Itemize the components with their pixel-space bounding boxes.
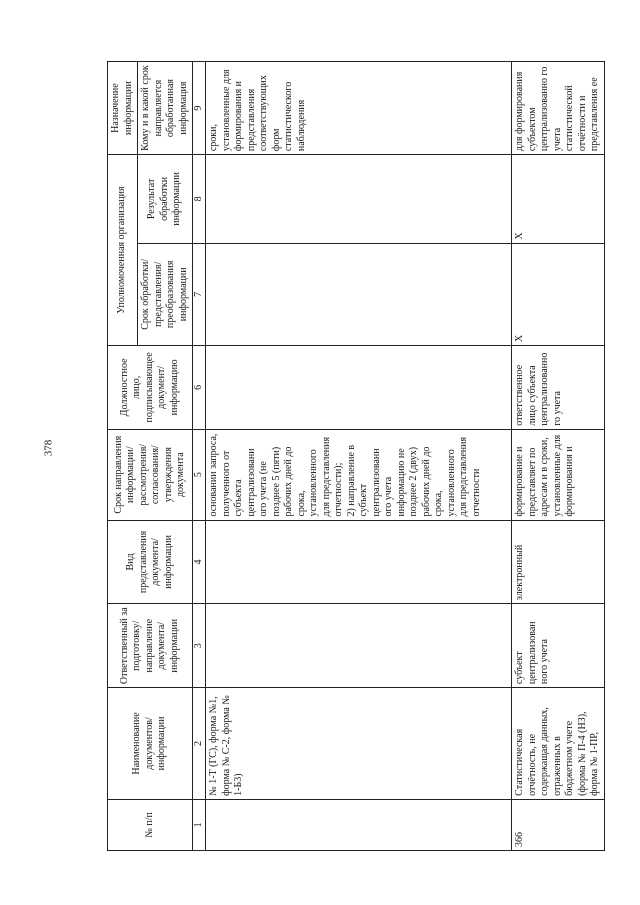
table-row bbox=[206, 62, 512, 851]
column-number: 4 bbox=[193, 520, 206, 604]
deadline: формирование и представляет по адресам и в сроки, установленные для формирования и bbox=[512, 429, 605, 520]
header-responsible: Ответственный за подготовку/ направление документа/ информации bbox=[108, 604, 193, 688]
responsible bbox=[206, 604, 512, 688]
column-numbers-row bbox=[193, 62, 206, 851]
header-recipient: Кому и в какой срок направляется обработанная информация bbox=[138, 62, 193, 155]
column-number: 8 bbox=[193, 155, 206, 243]
document-name: № 1-Т (ГС), форма №1, форма № С-2, форма № 1-Б3) bbox=[206, 688, 512, 800]
column-number: 3 bbox=[193, 604, 206, 688]
processing-result: Х bbox=[512, 155, 605, 243]
recipient: сроки, установленные для формирования и представления соответствующих форм статистического наблюдения bbox=[206, 62, 512, 155]
presentation-type: электронный bbox=[512, 520, 605, 604]
column-number: 1 bbox=[193, 799, 206, 850]
header-authorized-organization: Уполномоченная организация bbox=[108, 155, 138, 346]
processing-deadline: Х bbox=[512, 243, 605, 345]
column-number: 5 bbox=[193, 429, 206, 520]
header-row-1 bbox=[108, 62, 138, 851]
row-number: 366 bbox=[512, 799, 605, 850]
document-name: Статистическая отчётность, не содержащая данных, отраженных в бюджетном учете (форма № П-4 (НЗ), форма № 1-ПР, bbox=[512, 688, 605, 800]
presentation-type bbox=[206, 520, 512, 604]
rotated-table-container bbox=[107, 61, 600, 851]
header-deadline: Срок направления информации/ рассмотрения/ согласования/ утверждения документа bbox=[108, 429, 193, 520]
column-number: 9 bbox=[193, 62, 206, 155]
table-row bbox=[512, 62, 605, 851]
header-processing-deadline: Срок обработки/ представления/ преобразования информации bbox=[138, 243, 193, 345]
header-official: Должностное лицо, подписывающее документ/ информацию bbox=[108, 346, 193, 430]
deadline: основании запроса, полученного от субъекта централизовани ого учета (не позднее 5 (пяти) рабочих дней до срока, установленного для представления отчетности); 2) направление в субъект централизованн ого учета информацию не позднее 2 (двух) рабочих дней до срока, установленного для представления отчетности bbox=[206, 429, 512, 520]
responsible: субъект централизован ного учета bbox=[512, 604, 605, 688]
official: ответственное лицо субъекта централизованно го учета bbox=[512, 346, 605, 430]
official bbox=[206, 346, 512, 430]
recipient: для формирования субъектом централизованно го учета статистической отчётности и представления ее bbox=[512, 62, 605, 155]
column-number: 7 bbox=[193, 243, 206, 345]
processing-deadline bbox=[206, 243, 512, 345]
header-number: № п/п bbox=[108, 799, 193, 850]
records-table bbox=[107, 61, 605, 851]
header-presentation-type: Вид представления документа/ информации bbox=[108, 520, 193, 604]
row-number bbox=[206, 799, 512, 850]
page-number: 378 bbox=[42, 439, 55, 457]
processing-result bbox=[206, 155, 512, 243]
column-number: 2 bbox=[193, 688, 206, 800]
column-number: 6 bbox=[193, 346, 206, 430]
header-document-name: Наименование документов/ информации bbox=[108, 688, 193, 800]
header-processing-result: Результат обработки информации bbox=[138, 155, 193, 243]
header-purpose: Назначение информации bbox=[108, 62, 138, 155]
